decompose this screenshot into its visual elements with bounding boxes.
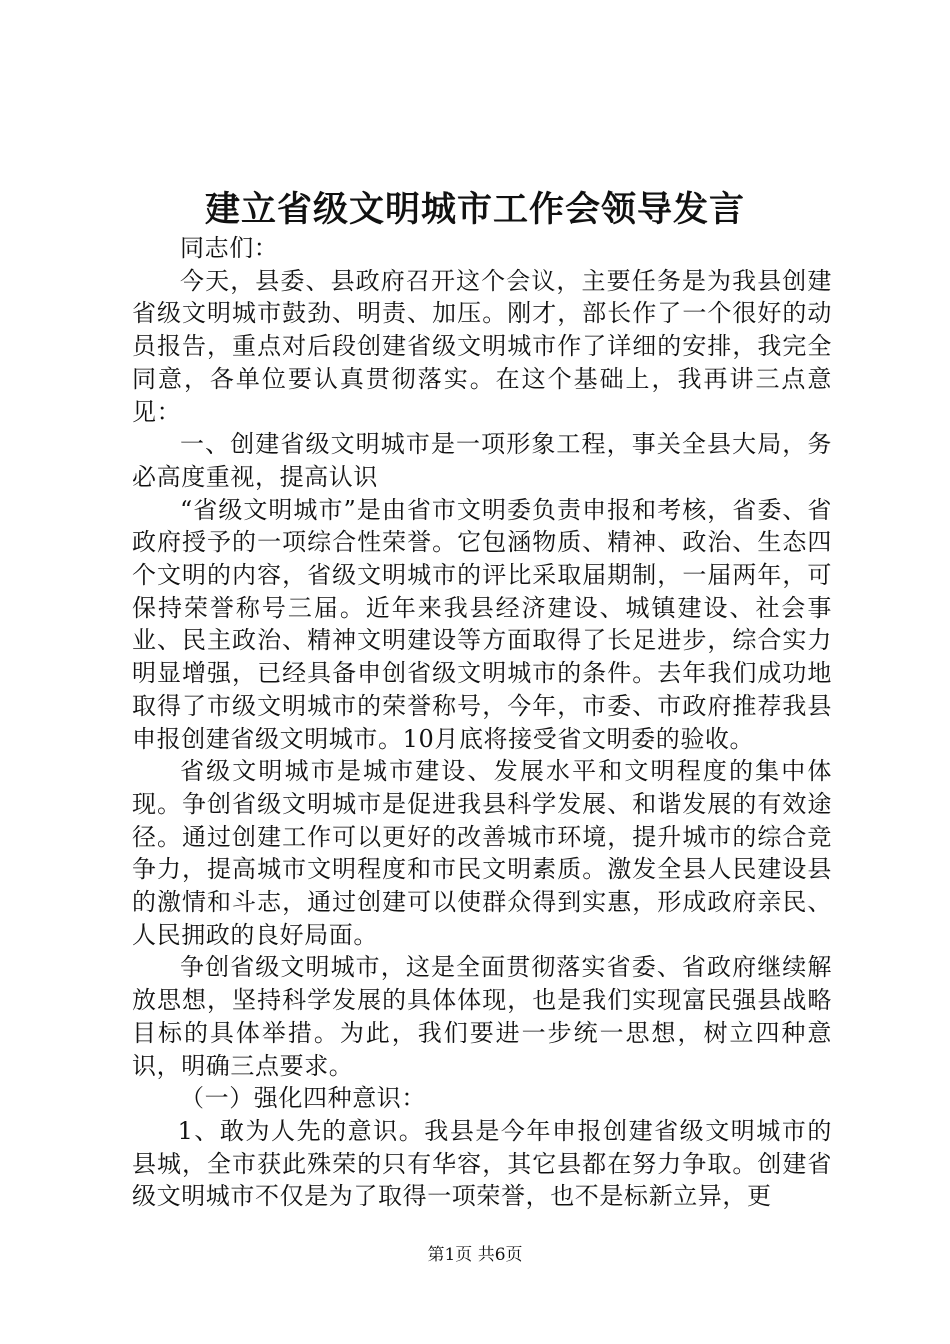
paragraph: “省级文明城市”是由省市文明委负责申报和考核，省委、省政府授予的一项综合性荣誉。它包涵物质、精神、政治、生态四个文明的内容，省级文明城市的评比采取届期制，一届两年，可保持荣誉称号三届。近年来我县经济建设、城镇建设、社会事业、民主政治、精神文明建设等方面取得了长足进步，综合实力明显增强，已经具备申创省级文明城市的条件。去年我们成功地取得了市级文明城市的荣誉称号，今年，市委、市政府推荐我县申报创建省级文明城市。10月底将接受省文明委的验收。 [132, 495, 832, 753]
paragraph: 今天，县委、县政府召开这个会议，主要任务是为我县创建省级文明城市鼓劲、明责、加压。刚才，部长作了一个很好的动员报告，重点对后段创建省级文明城市作了详细的安排，我完全同意，各单位要认真贯彻落实。在这个基础上，我再讲三点意见： [132, 266, 832, 426]
section-heading: 一、创建省级文明城市是一项形象工程，事关全县大局，务必高度重视，提高认识 [132, 430, 832, 491]
paragraph: 争创省级文明城市，这是全面贯彻落实省委、省政府继续解放思想，坚持科学发展的具体体现，也是我们实现富民强县战略目标的具体举措。为此，我们要进一步统一思想，树立四种意识，明确三点要求。 [132, 953, 832, 1080]
paragraph: 1、敢为人先的意识。我县是今年申报创建省级文明城市的县城，全市获此殊荣的只有华容，其它县都在努力争取。创建省级文明城市不仅是为了取得一项荣誉，也不是标新立异，更 [132, 1116, 832, 1211]
page-number-footer: 第1页 共6页 [427, 1245, 523, 1265]
subsection-heading: （一）强化四种意识： [180, 1084, 426, 1113]
document-title: 建立省级文明城市工作会领导发言 [204, 189, 745, 230]
paragraph-salutation: 同志们： [180, 234, 279, 262]
paragraph: 省级文明城市是城市建设、发展水平和文明程度的集中体现。争创省级文明城市是促进我县科学发展、和谐发展的有效途径。通过创建工作可以更好的改善城市环境，提升城市的综合竞争力，提高城市文明程度和市民文明素质。激发全县人民建设县的激情和斗志，通过创建可以使群众得到实惠，形成政府亲民、人民拥政的良好局面。 [132, 757, 832, 949]
document-body [132, 232, 832, 1213]
